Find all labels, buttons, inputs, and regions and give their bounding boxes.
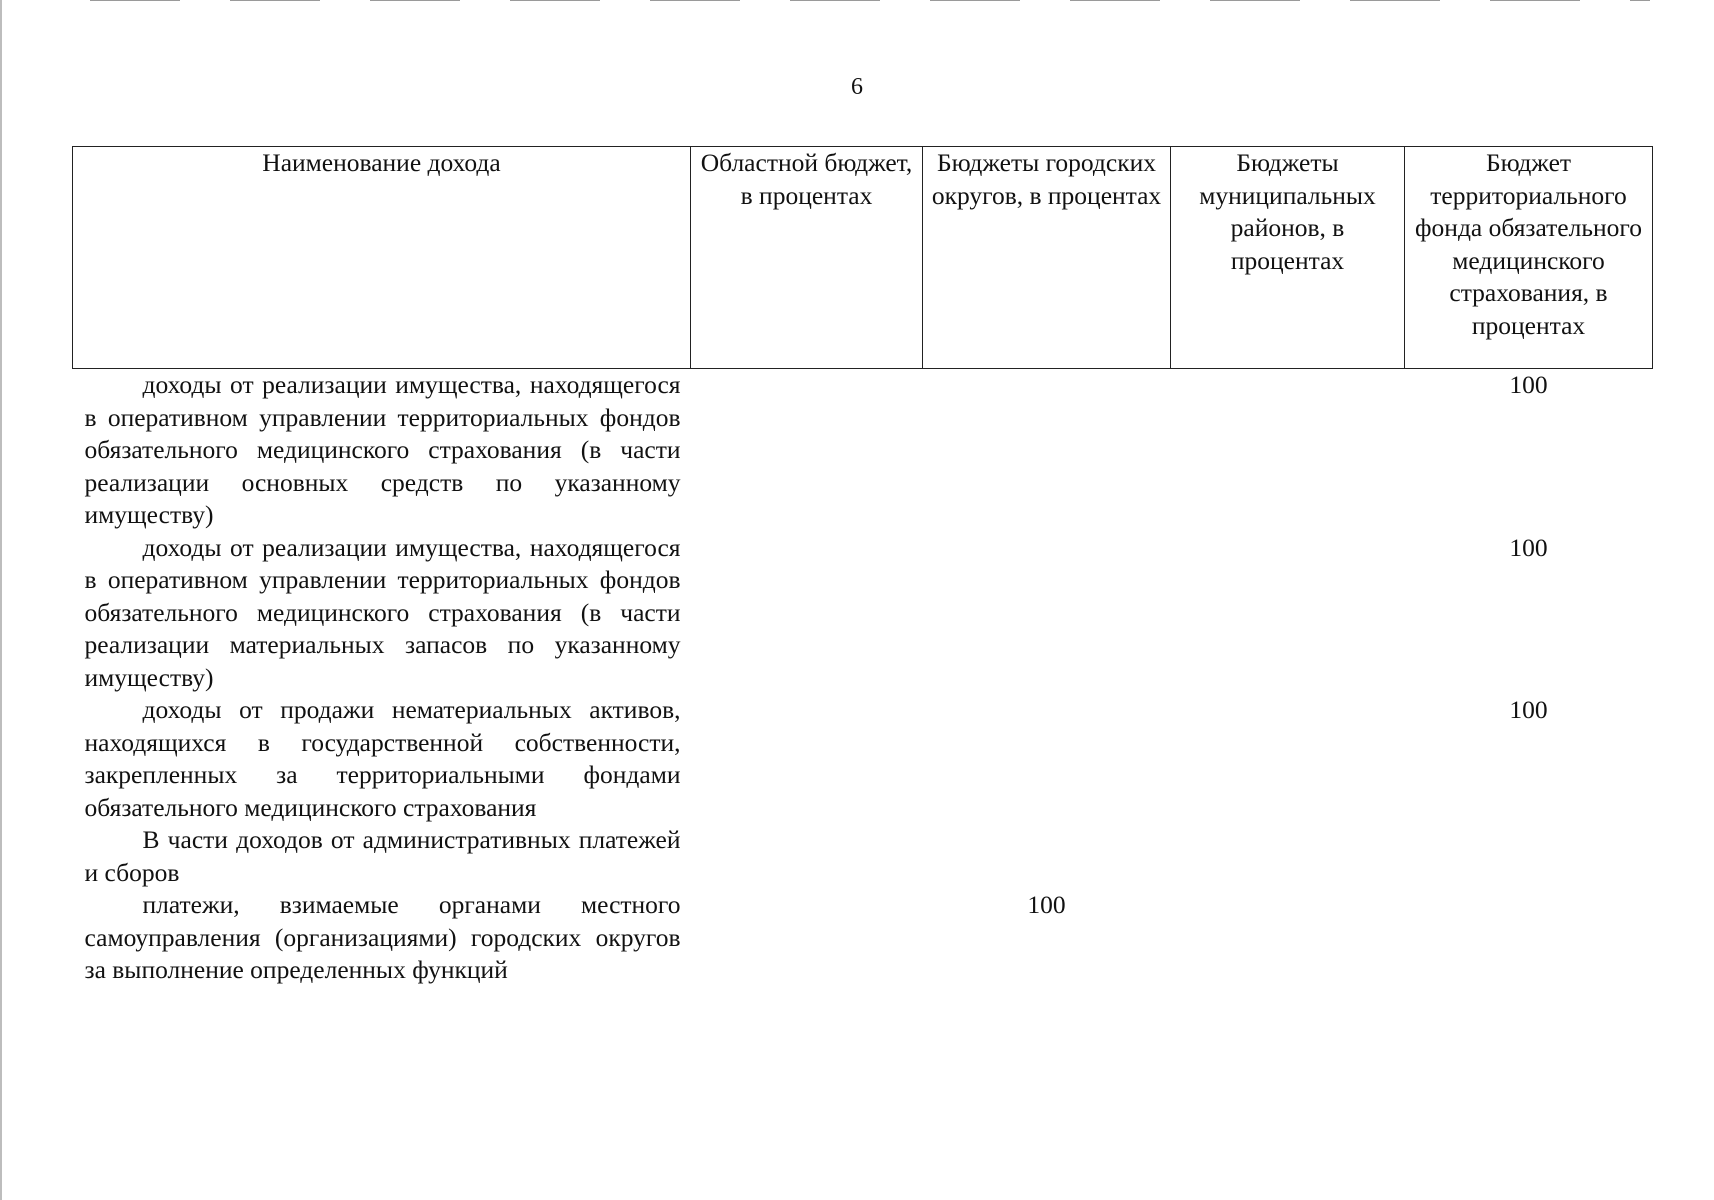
table-row: [73, 369, 1653, 532]
city-districts-share-cell: [923, 532, 1171, 695]
header-revenue-name: Наименование дохода: [73, 147, 691, 369]
revenue-name-text: доходы от реализации имущества, находящегося в оперативном управлении территориальных фондов обязательного медицинского страхования (в части реализации материальных запасов по указанному имуществу): [84, 532, 681, 692]
city-districts-share-cell: [923, 824, 1171, 889]
tfoms-share-cell: 100: [1509, 532, 1548, 562]
table-header: [73, 147, 1653, 369]
scan-edge-left: [0, 0, 2, 1200]
header-tfoms-budget: Бюджет территориального фонда обязательного медицинского страхования, в процентах: [1405, 147, 1653, 369]
municipal-districts-share-cell: [1171, 369, 1405, 532]
regional-share-cell: [691, 369, 923, 532]
table-row: [73, 889, 1653, 987]
header-row: [73, 147, 1653, 369]
scan-edge-top: [90, 0, 1650, 1]
tfoms-share-cell: 100: [1509, 695, 1548, 724]
regional-share-cell: [691, 889, 923, 987]
revenue-name-cell: [73, 369, 691, 532]
municipal-districts-share-cell: [1171, 694, 1405, 824]
city-districts-share-cell: [923, 694, 1171, 824]
tfoms-share-cell: 100: [1509, 370, 1548, 399]
revenue-name-cell: [73, 532, 691, 695]
revenue-name-text: В части доходов от административных платежей и сборов: [84, 825, 681, 887]
revenue-name-cell: [73, 889, 691, 987]
regional-share-cell: [691, 694, 923, 824]
regional-share-cell: [691, 532, 923, 695]
revenue-name-text: доходы от продажи нематериальных активов, находящихся в государственной собственности, закрепленных за территориальными фондами обязательного медицинского страхования: [84, 695, 681, 822]
table-body: [73, 369, 1653, 987]
city-districts-share-cell: 100: [1027, 890, 1066, 919]
municipal-districts-share-cell: [1171, 824, 1405, 889]
revenue-name-text: доходы от реализации имущества, находящегося в оперативном управлении территориальных фондов обязательного медицинского страхования (в части реализации основных средств по указанному имуществу): [84, 370, 681, 529]
table-row: [73, 824, 1653, 889]
revenue-name-text: платежи, взимаемые органами местного самоуправления (организациями) городских округов за выполнение определенных функций: [84, 890, 681, 984]
tfoms-share-cell: [1405, 889, 1653, 987]
page-number: 6: [851, 74, 863, 100]
header-city-districts-budget: Бюджеты городских округов, в процентах: [923, 147, 1171, 369]
municipal-districts-share-cell: [1171, 532, 1405, 695]
revenue-distribution-table: [72, 146, 1653, 987]
header-municipal-districts-budget: Бюджеты муниципальных районов, в процентах: [1171, 147, 1405, 369]
tfoms-share-cell: [1405, 824, 1653, 889]
revenue-name-cell: [73, 694, 691, 824]
table-row: [73, 694, 1653, 824]
table-row: [73, 532, 1653, 695]
city-districts-share-cell: [923, 369, 1171, 532]
header-regional-budget: Областной бюджет, в процентах: [691, 147, 923, 369]
municipal-districts-share-cell: [1171, 889, 1405, 987]
revenue-name-cell: [73, 824, 691, 889]
regional-share-cell: [691, 824, 923, 889]
